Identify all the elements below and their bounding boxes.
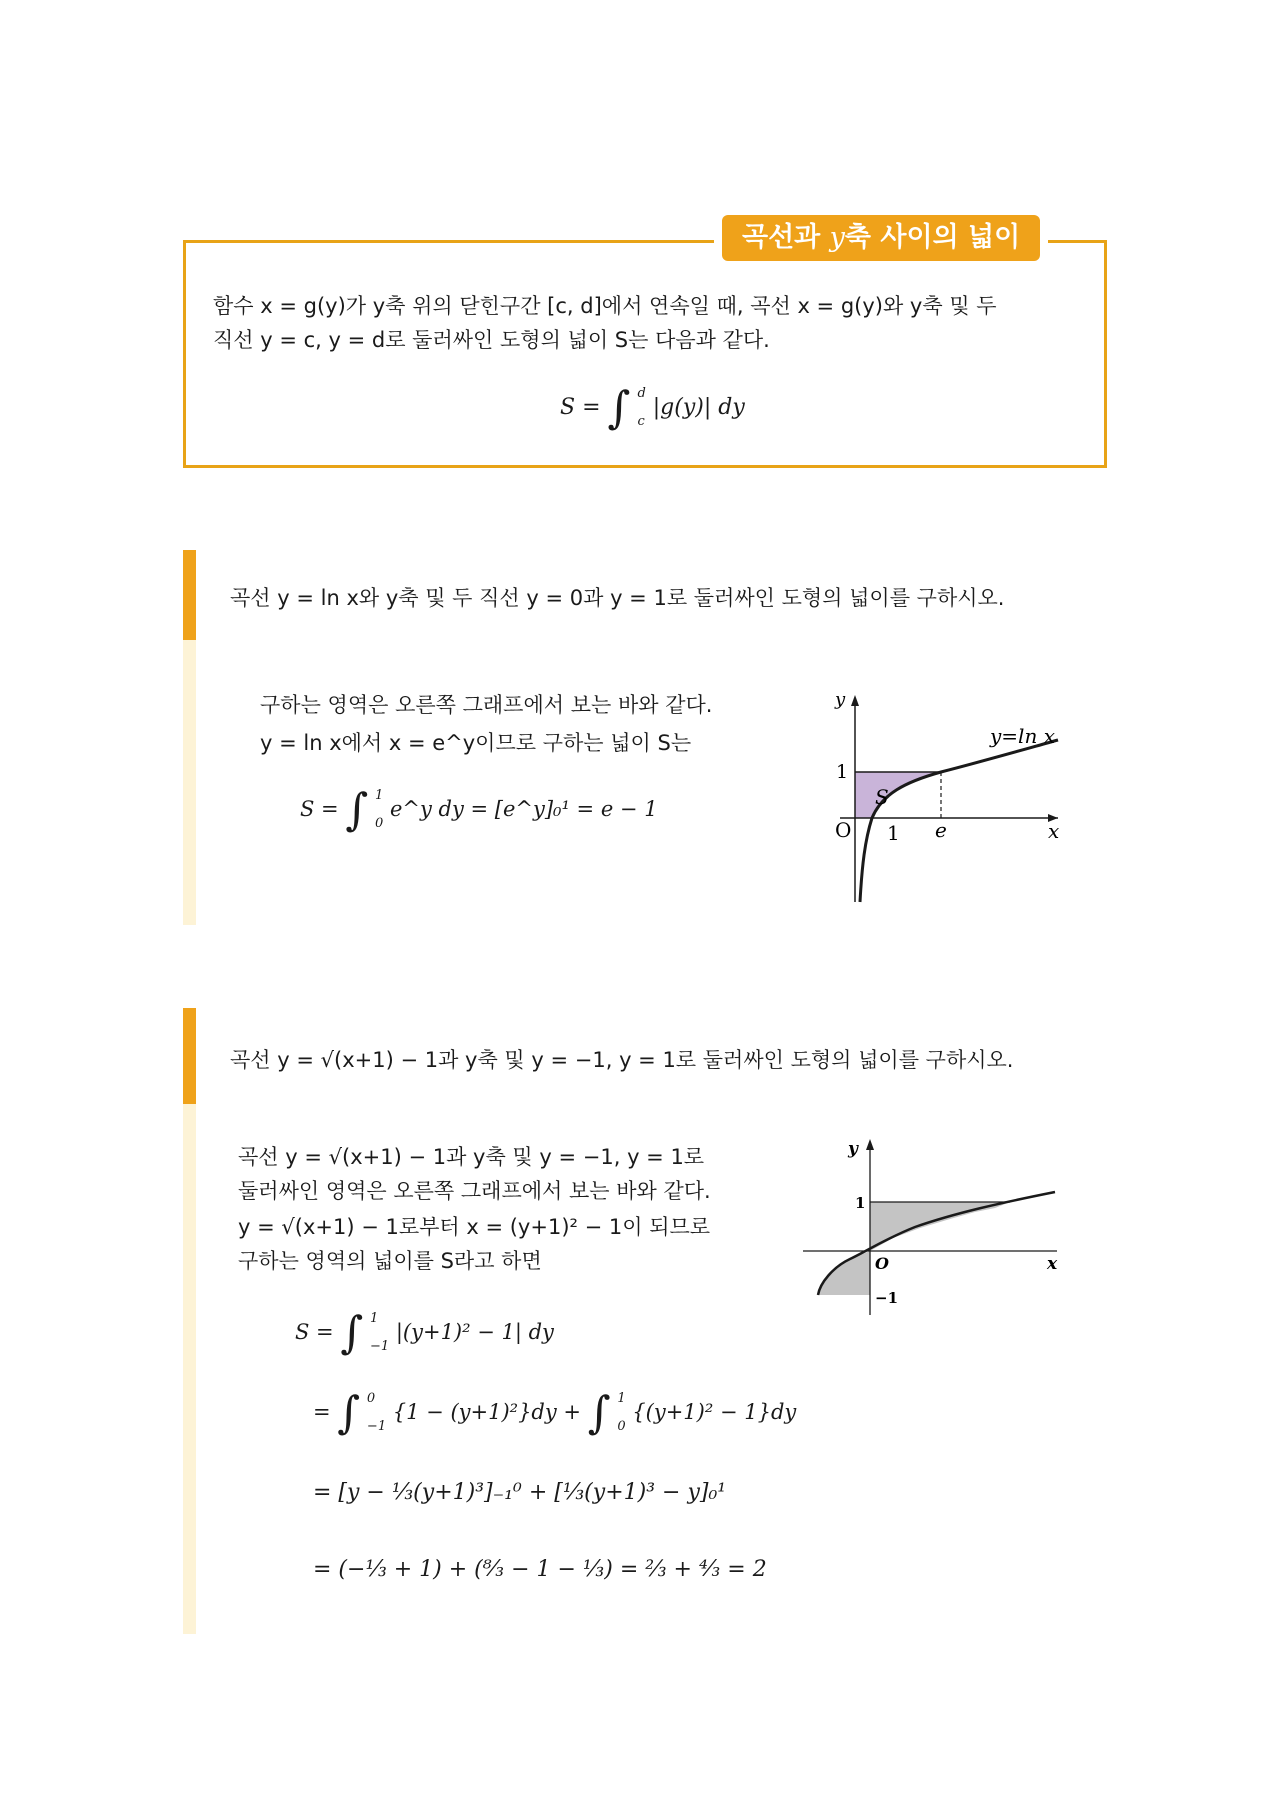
formula-limits	[637, 380, 645, 436]
p1-eq-lhs: S =	[300, 797, 339, 821]
p1-eq-limits	[375, 782, 383, 838]
formula-upper: d	[637, 386, 646, 401]
y-arrow-icon	[851, 695, 859, 706]
problem2-sol-line2: 둘러싸인 영역은 오른쪽 그래프에서 보는 바와 같다.	[238, 1179, 711, 1203]
theorem-title-pre: 곡선과	[742, 222, 830, 253]
theorem-line-2: 직선 y = c, y = d로 둘러싸인 도형의 넓이 S는 다음과 같다.	[213, 328, 770, 352]
problem1-equation	[300, 782, 658, 838]
x-axis-label: x	[1047, 1254, 1058, 1274]
problem1-solution-bar	[183, 640, 196, 925]
p2-eq2-upper2: 1	[617, 1391, 626, 1406]
integral-sign: ∫	[607, 382, 631, 434]
problem2-question: 곡선 y = √(x+1) − 1과 y축 및 y = −1, y = 1로 둘러싸인 도형의 넓이를 구하시오.	[230, 1048, 1014, 1072]
problem2-eq3: = [y − ⅓(y+1)³]₋₁⁰ + [⅓(y+1)³ − y]₀¹	[313, 1480, 727, 1505]
p2-eq2-a: {1 − (y+1)²}dy +	[392, 1400, 582, 1424]
problem1-sol-line2: y = ln x에서 x = e^y이므로 구하는 넓이 S는	[260, 731, 692, 755]
p2-eq2-equals: =	[313, 1400, 331, 1424]
theorem-title-var: y	[829, 222, 845, 253]
tick-x1: 1	[887, 821, 900, 845]
tick-minus-1: −1	[875, 1289, 899, 1307]
problem1-sol-line1: 구하는 영역은 오른쪽 그래프에서 보는 바와 같다.	[260, 693, 713, 717]
origin-label: O	[835, 818, 852, 842]
region-label: S	[875, 785, 889, 809]
problem2-sol-line3: y = √(x+1) − 1로부터 x = (y+1)² − 1이 되므로	[238, 1215, 711, 1239]
problem2-bar	[183, 1008, 196, 1104]
tick-e: e	[935, 818, 947, 842]
p2-eq1-lhs: S =	[295, 1320, 334, 1344]
origin-label: O	[875, 1254, 889, 1273]
integral-sign: ∫	[337, 1387, 361, 1439]
problem1-bar	[183, 550, 196, 640]
p2-eq1-lower: −1	[369, 1339, 390, 1354]
theorem-title	[722, 215, 1040, 261]
problem1-question: 곡선 y = ln x와 y축 및 두 직선 y = 0과 y = 1로 둘러싸인 도형의 넓이를 구하시오.	[230, 586, 1005, 610]
tick-1: 1	[855, 1194, 866, 1212]
shaded-region-lower	[818, 1251, 870, 1295]
p2-eq2-limits2	[617, 1385, 625, 1441]
p2-eq2-limits1	[367, 1385, 386, 1441]
p2-eq2-lower1: −1	[366, 1419, 387, 1434]
problem2-sol-line4: 구하는 영역의 넓이를 S라고 하면	[238, 1249, 542, 1273]
integral-sign: ∫	[345, 784, 369, 836]
y-axis-label: y	[848, 1139, 858, 1159]
shaded-region-upper	[870, 1202, 1010, 1251]
problem1-graph	[810, 690, 1070, 910]
theorem-title-post: 축 사이의 넓이	[844, 222, 1021, 253]
y-arrow-icon	[866, 1139, 874, 1150]
problem2-eq1	[295, 1305, 554, 1361]
p1-eq-rest: e^y dy = [e^y]₀¹ = e − 1	[389, 797, 658, 821]
formula-lhs: S =	[560, 395, 601, 420]
p2-eq1-upper: 1	[369, 1311, 379, 1326]
theorem-line-1: 함수 x = g(y)가 y축 위의 닫힌구간 [c, d]에서 연속일 때, 곡선 x = g(y)와 y축 및 두	[213, 294, 997, 318]
p2-eq1-body: |(y+1)² − 1| dy	[395, 1320, 554, 1344]
p2-eq2-lower2: 0	[617, 1419, 626, 1434]
integral-sign: ∫	[587, 1387, 611, 1439]
integral-sign: ∫	[340, 1307, 364, 1359]
problem2-graph	[795, 1135, 1070, 1315]
p1-eq-upper: 1	[374, 788, 384, 803]
p1-eq-lower: 0	[374, 816, 384, 831]
problem2-sol-line1: 곡선 y = √(x+1) − 1과 y축 및 y = −1, y = 1로	[238, 1145, 705, 1169]
theorem-formula	[560, 380, 745, 436]
curve-label: y=ln x	[990, 724, 1055, 748]
problem2-eq2	[313, 1385, 796, 1441]
x-axis-label: x	[1048, 819, 1060, 843]
y-axis-label: y	[835, 690, 846, 710]
p2-eq2-upper1: 0	[366, 1391, 376, 1406]
shaded-region	[855, 772, 941, 818]
problem2-solution-bar	[183, 1104, 196, 1634]
p2-eq2-b: {(y+1)² − 1}dy	[632, 1400, 797, 1424]
formula-body: |g(y)| dy	[652, 395, 745, 420]
tick-y1: 1	[836, 761, 849, 783]
problem2-eq4: = (−⅓ + 1) + (⁸⁄₃ − 1 − ⅓) = ⅔ + ⁴⁄₃ = 2	[313, 1557, 767, 1582]
formula-lower: c	[637, 414, 645, 429]
p2-eq1-limits	[370, 1305, 389, 1361]
